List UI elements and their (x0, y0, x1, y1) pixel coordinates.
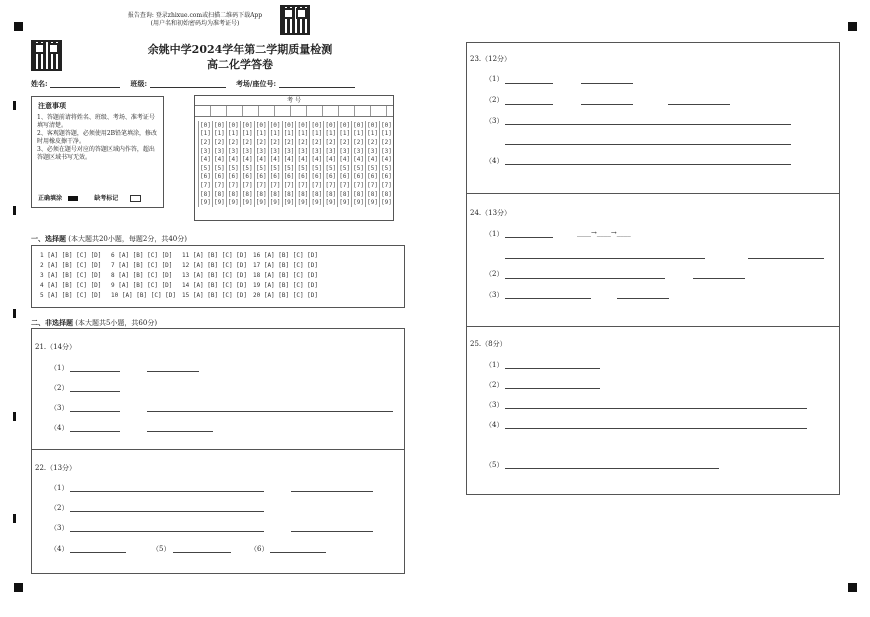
exam-digit-bubble[interactable]: [2] (339, 138, 351, 146)
q22-part-label: （3） (50, 524, 69, 532)
correct-fill-row (38, 195, 141, 203)
exam-digit-bubble[interactable]: [9] (283, 199, 295, 207)
q24-answer-line[interactable] (505, 237, 553, 238)
correct-fill-label: 正确填涂 (38, 195, 63, 202)
exam-digit-bubble[interactable]: [0] (297, 121, 309, 129)
seat-field[interactable] (279, 79, 355, 88)
q22-part-label: （1） (50, 484, 69, 492)
exam-digit-bubble[interactable]: [6] (227, 173, 239, 181)
exam-digit-bubble[interactable]: [0] (367, 121, 378, 129)
exam-digit-bubble[interactable]: [0] (255, 121, 267, 129)
exam-digit-bubble[interactable]: [1] (381, 130, 392, 138)
q22-answer-line[interactable] (70, 491, 264, 492)
correct-fill-sample (68, 196, 78, 201)
q25-part-label: （5） (485, 461, 504, 469)
q21-answer-line[interactable] (147, 431, 213, 432)
notes-list (37, 114, 159, 162)
exam-digit-bubble[interactable]: [3] (241, 147, 253, 155)
exam-digit-bubble[interactable]: [7] (255, 181, 267, 189)
exam-digit-bubble[interactable]: [6] (200, 173, 211, 181)
exam-digit-bubble[interactable]: [8] (311, 190, 323, 198)
exam-digit-bubble[interactable]: [9] (367, 199, 378, 207)
exam-digit-bubble[interactable]: [9] (269, 199, 281, 207)
report-notice-line1: 报告查询: 登录zhixue.com或扫描二维码下载App (127, 12, 263, 19)
registration-mark-top-left (14, 22, 23, 31)
exam-digit-bubble[interactable]: [5] (269, 164, 281, 172)
exam-number-heading: 考 号 (195, 96, 393, 106)
exam-digit-bubble[interactable]: [0] (353, 121, 365, 129)
choice-question-20[interactable]: 20 [A] [B] [C] [D] (253, 292, 319, 299)
q22-part-label: （4） (50, 545, 69, 553)
exam-digit-row (199, 173, 394, 182)
exam-digit-bubble[interactable]: [4] (297, 156, 309, 164)
q25-part-label: （1） (485, 361, 504, 369)
q25-part-label: （2） (485, 381, 504, 389)
q22-title: 22.（13分） (35, 464, 77, 472)
q21-answer-line[interactable] (70, 411, 120, 412)
exam-digit-bubble[interactable]: [1] (269, 130, 281, 138)
exam-digit-bubble[interactable]: [0] (213, 121, 225, 129)
q21-part-label: （1） (50, 364, 69, 372)
exam-digit-bubble[interactable]: [7] (297, 181, 309, 189)
exam-digit-bubble[interactable]: [2] (269, 138, 281, 146)
exam-digit-bubble[interactable]: [8] (381, 190, 392, 198)
exam-digit-bubble[interactable]: [2] (200, 138, 211, 146)
choice-question-5[interactable]: 5 [A] [B] [C] [D] (40, 292, 102, 299)
choice-question-16[interactable]: 16 [A] [B] [C] [D] (253, 252, 319, 259)
q25-answer-line[interactable] (505, 388, 600, 389)
exam-digit-bubble[interactable]: [4] (269, 156, 281, 164)
exam-digit-bubble[interactable]: [9] (381, 199, 392, 207)
q25-box (466, 326, 840, 495)
report-notice-line2: (用户名和初始密码均为准考证号) (150, 20, 240, 27)
choice-question-9[interactable]: 9 [A] [B] [C] [D] (111, 282, 173, 289)
exam-digit-bubble[interactable]: [4] (255, 156, 267, 164)
q23-answer-line[interactable] (505, 144, 791, 145)
q22-answer-line[interactable] (70, 531, 264, 532)
q23-part-label: （3） (485, 117, 504, 125)
exam-digit-bubble[interactable]: [7] (311, 181, 323, 189)
section2-desc: (本大题共5小题，共60分) (75, 319, 158, 327)
q22-answer-line[interactable] (291, 531, 373, 532)
exam-digit-bubble[interactable]: [1] (311, 130, 323, 138)
note-item: 2、客观题答题，必须使用2B铅笔填涂，修改时用橡皮擦干净。 (37, 130, 158, 145)
q22-part-label: （2） (50, 504, 69, 512)
exam-digit-bubble[interactable]: [0] (381, 121, 392, 129)
exam-digit-bubble[interactable]: [2] (227, 138, 239, 146)
exam-digit-bubble[interactable]: [4] (325, 156, 337, 164)
exam-number-write-row[interactable] (195, 106, 393, 117)
exam-digit-bubble[interactable]: [9] (325, 199, 337, 207)
exam-digit-bubble[interactable]: [1] (283, 130, 295, 138)
choice-question-12[interactable]: 12 [A] [B] [C] [D] (182, 262, 248, 269)
exam-digit-bubble[interactable]: [2] (255, 138, 267, 146)
q21-title: 21.（14分） (35, 343, 77, 351)
q23-part-label: （4） (485, 157, 504, 165)
exam-digit-bubble[interactable]: [7] (381, 181, 392, 189)
exam-digit-bubble[interactable]: [2] (311, 138, 323, 146)
choice-question-13[interactable]: 13 [A] [B] [C] [D] (182, 272, 248, 279)
exam-digit-bubble[interactable]: [3] (213, 147, 225, 155)
q24-part-label: （2） (485, 270, 504, 278)
q23-title: 23.（12分） (470, 55, 512, 63)
name-field[interactable] (50, 79, 120, 88)
absent-checkbox[interactable] (130, 195, 141, 202)
q24-answer-line[interactable] (505, 298, 591, 299)
q22-answer-line[interactable] (270, 552, 326, 553)
exam-digit-bubble[interactable]: [0] (200, 121, 211, 129)
exam-digit-row (199, 181, 394, 190)
exam-digit-bubble[interactable]: [2] (353, 138, 365, 146)
exam-digit-bubble[interactable]: [1] (200, 130, 211, 138)
exam-digit-bubble[interactable]: [1] (241, 130, 253, 138)
exam-digit-bubble[interactable]: [8] (367, 190, 378, 198)
exam-digit-bubble[interactable]: [6] (269, 173, 281, 181)
exam-digit-bubble[interactable]: [0] (325, 121, 337, 129)
exam-digit-row (199, 190, 394, 199)
q23-answer-line[interactable] (505, 164, 791, 165)
exam-digit-bubble[interactable]: [6] (353, 173, 365, 181)
choice-question-1[interactable]: 1 [A] [B] [C] [D] (40, 252, 102, 259)
exam-digit-bubble[interactable]: [5] (241, 164, 253, 172)
exam-digit-bubble[interactable]: [9] (227, 199, 239, 207)
exam-digit-bubble[interactable]: [9] (353, 199, 365, 207)
section1-header (31, 234, 187, 244)
exam-digit-bubble[interactable]: [3] (297, 147, 309, 155)
report-notice (120, 12, 270, 28)
exam-number-grid[interactable] (198, 121, 393, 207)
registration-mark-bottom-left (14, 583, 23, 592)
exam-digit-bubble[interactable]: [5] (325, 164, 337, 172)
choice-question-2[interactable]: 2 [A] [B] [C] [D] (40, 262, 102, 269)
exam-digit-bubble[interactable]: [1] (297, 130, 309, 138)
exam-digit-bubble[interactable]: [9] (241, 199, 253, 207)
exam-digit-bubble[interactable]: [6] (255, 173, 267, 181)
exam-digit-bubble[interactable]: [5] (213, 164, 225, 172)
exam-digit-bubble[interactable]: [5] (311, 164, 323, 172)
exam-digit-row (199, 121, 394, 130)
exam-digit-bubble[interactable]: [3] (353, 147, 365, 155)
exam-digit-bubble[interactable]: [3] (255, 147, 267, 155)
note-item: 1、答题前请将姓名、班级、考场、准考证号填写清楚。 (37, 114, 155, 129)
exam-digit-bubble[interactable]: [6] (241, 173, 253, 181)
exam-digit-bubble[interactable]: [2] (213, 138, 225, 146)
exam-digit-bubble[interactable]: [0] (339, 121, 351, 129)
q25-part-label: （4） (485, 421, 504, 429)
exam-digit-bubble[interactable]: [8] (255, 190, 267, 198)
exam-digit-bubble[interactable]: [0] (241, 121, 253, 129)
exam-digit-bubble[interactable]: [2] (367, 138, 378, 146)
exam-digit-bubble[interactable]: [6] (283, 173, 295, 181)
choice-question-8[interactable]: 8 [A] [B] [C] [D] (111, 272, 173, 279)
exam-digit-row (199, 164, 394, 173)
exam-digit-bubble[interactable]: [3] (339, 147, 351, 155)
exam-digit-bubble[interactable]: [5] (339, 164, 351, 172)
exam-digit-bubble[interactable]: [3] (227, 147, 239, 155)
registration-mark-bottom-right (848, 583, 857, 592)
exam-digit-bubble[interactable]: [7] (367, 181, 378, 189)
exam-digit-bubble[interactable]: [4] (283, 156, 295, 164)
choice-question-4[interactable]: 4 [A] [B] [C] [D] (40, 282, 102, 289)
class-field[interactable] (150, 79, 226, 88)
q25-answer-line[interactable] (505, 368, 600, 369)
timing-mark (13, 206, 16, 215)
exam-digit-bubble[interactable]: [9] (255, 199, 267, 207)
choice-question-19[interactable]: 19 [A] [B] [C] [D] (253, 282, 319, 289)
exam-digit-bubble[interactable]: [5] (381, 164, 392, 172)
exam-digit-bubble[interactable]: [8] (297, 190, 309, 198)
exam-digit-bubble[interactable]: [9] (311, 199, 323, 207)
exam-digit-bubble[interactable]: [8] (353, 190, 365, 198)
exam-digit-bubble[interactable]: [6] (297, 173, 309, 181)
q25-answer-line[interactable] (505, 428, 807, 429)
exam-digit-bubble[interactable]: [0] (227, 121, 239, 129)
exam-digit-bubble[interactable]: [5] (200, 164, 211, 172)
choice-question-10[interactable]: 10 [A] [B] [C] [D] (111, 292, 177, 299)
q24-answer-line[interactable] (505, 278, 665, 279)
student-qr-code (31, 40, 62, 71)
q22-part-label: （6） (250, 545, 269, 553)
exam-digit-bubble[interactable]: [9] (297, 199, 309, 207)
exam-digit-bubble[interactable]: [5] (283, 164, 295, 172)
choice-question-17[interactable]: 17 [A] [B] [C] [D] (253, 262, 319, 269)
exam-digit-bubble[interactable]: [7] (241, 181, 253, 189)
q25-answer-line[interactable] (505, 468, 719, 469)
absent-label: 缺考标记 (94, 195, 119, 202)
exam-digit-bubble[interactable]: [4] (367, 156, 378, 164)
q24-title: 24.（13分） (470, 209, 512, 217)
choice-question-14[interactable]: 14 [A] [B] [C] [D] (182, 282, 248, 289)
exam-digit-bubble[interactable]: [7] (269, 181, 281, 189)
exam-digit-bubble[interactable]: [1] (339, 130, 351, 138)
q23-part-label: （1） (485, 75, 504, 83)
q21-answer-line[interactable] (70, 391, 120, 392)
q23-answer-line[interactable] (668, 104, 730, 105)
section2-title: 二、非选择题 (31, 318, 73, 327)
exam-digit-bubble[interactable]: [1] (353, 130, 365, 138)
exam-digit-bubble[interactable]: [9] (213, 199, 225, 207)
exam-digit-bubble[interactable]: [7] (227, 181, 239, 189)
q23-answer-line[interactable] (505, 83, 553, 84)
q22-answer-line[interactable] (70, 511, 264, 512)
exam-digit-bubble[interactable]: [0] (269, 121, 281, 129)
section2-header (31, 318, 157, 328)
exam-digit-bubble[interactable]: [2] (297, 138, 309, 146)
exam-digit-bubble[interactable]: [3] (200, 147, 211, 155)
q21-answer-line[interactable] (70, 371, 120, 372)
exam-digit-bubble[interactable]: [5] (227, 164, 239, 172)
q24-answer-line[interactable] (617, 298, 669, 299)
exam-digit-bubble[interactable]: [4] (213, 156, 225, 164)
q21-part-label: （4） (50, 424, 69, 432)
q23-answer-line[interactable] (581, 83, 633, 84)
name-label: 姓名: (31, 79, 48, 88)
exam-digit-bubble[interactable]: [7] (283, 181, 295, 189)
q24-part-label: （1） (485, 230, 504, 238)
q24-sequence-arrows[interactable]: ____→____→____ (577, 229, 631, 237)
q21-part-label: （3） (50, 404, 69, 412)
registration-mark-top-right (848, 22, 857, 31)
q22-part-label: （5） (152, 545, 171, 553)
exam-digit-bubble[interactable]: [4] (311, 156, 323, 164)
timing-mark (13, 412, 16, 421)
q23-answer-line[interactable] (581, 104, 633, 105)
exam-digit-bubble[interactable]: [1] (227, 130, 239, 138)
q25-part-label: （3） (485, 401, 504, 409)
exam-digit-bubble[interactable]: [4] (227, 156, 239, 164)
class-label: 班级: (130, 79, 148, 88)
exam-digit-bubble[interactable]: [6] (367, 173, 378, 181)
exam-digit-bubble[interactable]: [9] (339, 199, 351, 207)
choice-question-7[interactable]: 7 [A] [B] [C] [D] (111, 262, 173, 269)
exam-digit-bubble[interactable]: [7] (339, 181, 351, 189)
q21-answer-line[interactable] (70, 431, 120, 432)
choice-answer-box (31, 245, 405, 308)
exam-digit-bubble[interactable]: [5] (255, 164, 267, 172)
exam-digit-bubble[interactable]: [3] (381, 147, 392, 155)
exam-digit-bubble[interactable]: [7] (213, 181, 225, 189)
timing-mark (13, 514, 16, 523)
exam-digit-bubble[interactable]: [4] (241, 156, 253, 164)
exam-digit-bubble[interactable]: [8] (227, 190, 239, 198)
exam-digit-bubble[interactable]: [5] (367, 164, 378, 172)
exam-digit-bubble[interactable]: [8] (241, 190, 253, 198)
choice-question-18[interactable]: 18 [A] [B] [C] [D] (253, 272, 319, 279)
exam-digit-row (199, 130, 394, 139)
exam-digit-bubble[interactable]: [0] (311, 121, 323, 129)
q22-box (31, 449, 405, 574)
exam-number-box (194, 95, 394, 221)
exam-digit-bubble[interactable]: [4] (200, 156, 211, 164)
q24-answer-line[interactable] (748, 258, 824, 259)
exam-digit-row (199, 147, 394, 156)
exam-digit-bubble[interactable]: [3] (283, 147, 295, 155)
exam-title: 高二化学答卷 (207, 58, 273, 71)
exam-digit-bubble[interactable]: [8] (200, 190, 211, 198)
exam-digit-bubble[interactable]: [8] (325, 190, 337, 198)
q24-box (466, 193, 840, 327)
choice-question-15[interactable]: 15 [A] [B] [C] [D] (182, 292, 248, 299)
exam-digit-bubble[interactable]: [6] (213, 173, 225, 181)
exam-digit-bubble[interactable]: [4] (339, 156, 351, 164)
exam-digit-row (199, 198, 394, 207)
exam-digit-bubble[interactable]: [3] (311, 147, 323, 155)
exam-digit-bubble[interactable]: [3] (367, 147, 378, 155)
exam-digit-bubble[interactable]: [6] (325, 173, 337, 181)
candidate-info-row (31, 79, 355, 88)
exam-digit-bubble[interactable]: [2] (283, 138, 295, 146)
exam-digit-bubble[interactable]: [8] (269, 190, 281, 198)
exam-digit-bubble[interactable]: [3] (325, 147, 337, 155)
exam-digit-bubble[interactable]: [6] (339, 173, 351, 181)
section1-desc: (本大题共20小题，每题2分，共40分) (68, 235, 187, 243)
q21-box (31, 328, 405, 450)
exam-digit-bubble[interactable]: [8] (283, 190, 295, 198)
exam-digit-bubble[interactable]: [9] (200, 199, 211, 207)
app-qr-code (280, 5, 310, 35)
section1-title: 一、选择题 (31, 234, 66, 243)
exam-digit-bubble[interactable]: [8] (213, 190, 225, 198)
choice-question-11[interactable]: 11 [A] [B] [C] [D] (182, 252, 248, 259)
q23-answer-line[interactable] (505, 104, 553, 105)
q24-answer-line[interactable] (505, 258, 705, 259)
exam-digit-bubble[interactable]: [6] (311, 173, 323, 181)
timing-mark (13, 309, 16, 318)
exam-digit-bubble[interactable]: [2] (325, 138, 337, 146)
exam-digit-bubble[interactable]: [5] (297, 164, 309, 172)
notes-box (31, 96, 164, 208)
q21-answer-line[interactable] (147, 411, 393, 412)
exam-digit-bubble[interactable]: [8] (339, 190, 351, 198)
exam-digit-bubble[interactable]: [3] (269, 147, 281, 155)
q23-box (466, 42, 840, 194)
note-item: 3、必须在题号对应的答题区域内作答，超出答题区域书写无效。 (37, 146, 155, 161)
choice-question-3[interactable]: 3 [A] [B] [C] [D] (40, 272, 102, 279)
q21-part-label: （2） (50, 384, 69, 392)
q22-answer-line[interactable] (173, 552, 231, 553)
exam-digit-bubble[interactable]: [5] (353, 164, 365, 172)
exam-digit-bubble[interactable]: [7] (200, 181, 211, 189)
exam-digit-bubble[interactable]: [6] (381, 173, 392, 181)
q25-title: 25.（8分） (470, 340, 507, 348)
exam-digit-bubble[interactable]: [7] (353, 181, 365, 189)
q23-part-label: （2） (485, 96, 504, 104)
exam-digit-bubble[interactable]: [7] (325, 181, 337, 189)
school-title: 余姚中学2024学年第二学期质量检测 (147, 43, 333, 56)
exam-digit-bubble[interactable]: [2] (241, 138, 253, 146)
exam-digit-bubble[interactable]: [1] (325, 130, 337, 138)
q22-answer-line[interactable] (70, 552, 126, 553)
timing-mark (13, 101, 16, 110)
exam-digit-bubble[interactable]: [2] (381, 138, 392, 146)
exam-digit-bubble[interactable]: [1] (213, 130, 225, 138)
exam-digit-row (199, 155, 394, 164)
q25-answer-line[interactable] (505, 408, 807, 409)
exam-digit-bubble[interactable]: [1] (367, 130, 378, 138)
notes-heading: 注意事项 (38, 101, 66, 110)
seat-label: 考场/座位号: (235, 79, 277, 88)
exam-digit-bubble[interactable]: [1] (255, 130, 267, 138)
q23-answer-line[interactable] (505, 124, 791, 125)
q24-answer-line[interactable] (693, 278, 745, 279)
q24-part-label: （3） (485, 291, 504, 299)
exam-digit-bubble[interactable]: [4] (381, 156, 392, 164)
q22-answer-line[interactable] (291, 491, 373, 492)
exam-digit-bubble[interactable]: [0] (283, 121, 295, 129)
exam-digit-row (199, 138, 394, 147)
choice-question-6[interactable]: 6 [A] [B] [C] [D] (111, 252, 173, 259)
exam-digit-bubble[interactable]: [4] (353, 156, 365, 164)
q21-answer-line[interactable] (147, 371, 199, 372)
